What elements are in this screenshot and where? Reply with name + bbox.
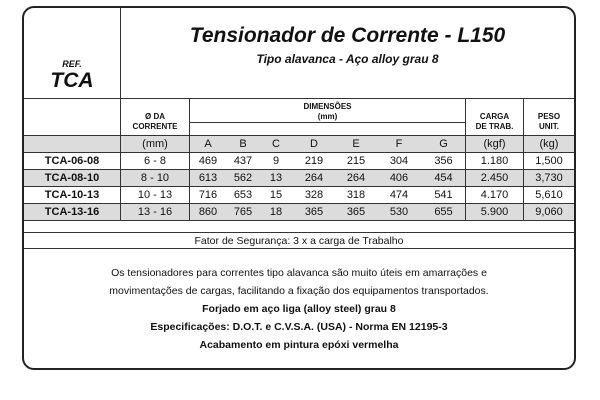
- divider: [465, 98, 466, 220]
- row-c: 18: [269, 206, 283, 218]
- row-load: 1.180: [480, 155, 509, 167]
- row-b: 765: [233, 206, 253, 218]
- unit-d: D: [310, 138, 318, 150]
- row-b: 653: [233, 189, 253, 201]
- row-d: 365: [304, 206, 324, 218]
- divider: [24, 135, 574, 136]
- row-a: 716: [198, 189, 218, 201]
- dimensions-header: [190, 102, 465, 122]
- standards-spec: Especificações: D.O.T. e C.V.S.A. (USA) - Norma EN 12195-3: [150, 321, 448, 333]
- weight-header-line1: PESO: [537, 112, 561, 121]
- unit-weight: (kg): [539, 138, 559, 150]
- row-ref: TCA-06-08: [44, 155, 100, 167]
- diameter-header-line2: CORRENTE: [132, 122, 178, 131]
- divider: [24, 169, 574, 170]
- divider: [190, 122, 465, 123]
- row-diameter: 13 - 16: [137, 206, 173, 218]
- row-b: 437: [233, 155, 253, 167]
- safety-factor: Fator de Segurança: 3 x a carga de Trabalho: [194, 235, 404, 247]
- row-weight: 5,610: [535, 189, 563, 201]
- row-d: 328: [304, 189, 324, 201]
- unit-b: B: [239, 138, 247, 150]
- row-ref: TCA-08-10: [44, 172, 100, 184]
- unit-f: F: [395, 138, 403, 150]
- units-row: [24, 136, 574, 152]
- divider: [24, 232, 574, 233]
- unit-a: A: [204, 138, 212, 150]
- row-diameter: 10 - 13: [137, 189, 173, 201]
- unit-e: E: [352, 138, 360, 150]
- load-header-line1: CARGA: [479, 112, 510, 121]
- product-title: Tensionador de Corrente - L150: [189, 24, 506, 47]
- row-c: 15: [269, 189, 283, 201]
- row-weight: 1,500: [535, 155, 563, 167]
- row-f: 304: [389, 155, 409, 167]
- unit-load: (kgf): [483, 138, 506, 150]
- row-b: 562: [233, 172, 253, 184]
- divider: [189, 98, 190, 220]
- ref-header-cell: [24, 8, 121, 98]
- row-e: 318: [346, 189, 366, 201]
- row-e: 264: [346, 172, 366, 184]
- table-row: [24, 170, 574, 186]
- row-load: 2.450: [480, 172, 509, 184]
- divider: [523, 98, 524, 220]
- row-a: 860: [198, 206, 218, 218]
- row-load: 5.900: [480, 206, 509, 218]
- row-diameter: 6 - 8: [143, 155, 166, 167]
- row-g: 655: [434, 206, 453, 218]
- row-e: 215: [346, 155, 366, 167]
- divider: [24, 98, 574, 99]
- table-row: [24, 153, 574, 169]
- description-line: movimentações de cargas, facilitando a fixação dos equipamentos transportados.: [109, 285, 489, 297]
- diameter-header-line1: Ø DA: [145, 112, 165, 121]
- description-line: Os tensionadores para correntes tipo alavanca são muito úteis em amarrações e: [111, 267, 487, 279]
- row-f: 406: [389, 172, 409, 184]
- dimensions-header-line2: (mm): [317, 112, 338, 121]
- row-d: 219: [304, 155, 324, 167]
- finish-spec: Acabamento em pintura epóxi vermelha: [199, 339, 399, 351]
- load-header: [466, 112, 523, 132]
- row-d: 264: [304, 172, 324, 184]
- unit-g: G: [439, 138, 448, 150]
- row-g: 454: [434, 172, 453, 184]
- divider: [120, 98, 121, 220]
- row-weight: 3,730: [535, 172, 563, 184]
- unit-diameter: (mm): [142, 138, 168, 150]
- load-header-line2: DE TRAB.: [475, 122, 514, 131]
- row-c: 13: [269, 172, 283, 184]
- ref-code: TCA: [50, 69, 94, 92]
- divider: [24, 152, 574, 153]
- material-spec: Forjado em aço liga (alloy steel) grau 8: [202, 303, 396, 315]
- dimensions-header-line1: DIMENSÕES: [303, 102, 352, 111]
- row-weight: 9,060: [535, 206, 563, 218]
- row-a: 469: [198, 155, 218, 167]
- weight-header: [524, 112, 574, 132]
- diameter-header: [121, 112, 189, 132]
- divider: [24, 186, 574, 187]
- row-f: 474: [389, 189, 409, 201]
- unit-c: C: [272, 138, 280, 150]
- divider: [24, 248, 574, 249]
- row-load: 4.170: [480, 189, 509, 201]
- divider: [24, 203, 574, 204]
- product-spec-card: [22, 6, 576, 370]
- row-diameter: 8 - 10: [140, 172, 170, 184]
- row-c: 9: [272, 155, 280, 167]
- row-ref: TCA-13-16: [44, 206, 100, 218]
- row-e: 365: [346, 206, 366, 218]
- header: [24, 8, 574, 98]
- table-row: [24, 204, 574, 220]
- title-cell: [121, 8, 574, 98]
- row-g: 356: [434, 155, 453, 167]
- table-row: [24, 187, 574, 203]
- weight-header-line2: UNIT.: [539, 122, 559, 131]
- row-a: 613: [198, 172, 218, 184]
- row-ref: TCA-10-13: [44, 189, 100, 201]
- ref-label: REF.: [62, 59, 82, 69]
- row-f: 530: [389, 206, 409, 218]
- divider: [24, 220, 574, 221]
- row-g: 541: [434, 189, 453, 201]
- product-subtitle: Tipo alavanca - Aço alloy grau 8: [256, 52, 439, 66]
